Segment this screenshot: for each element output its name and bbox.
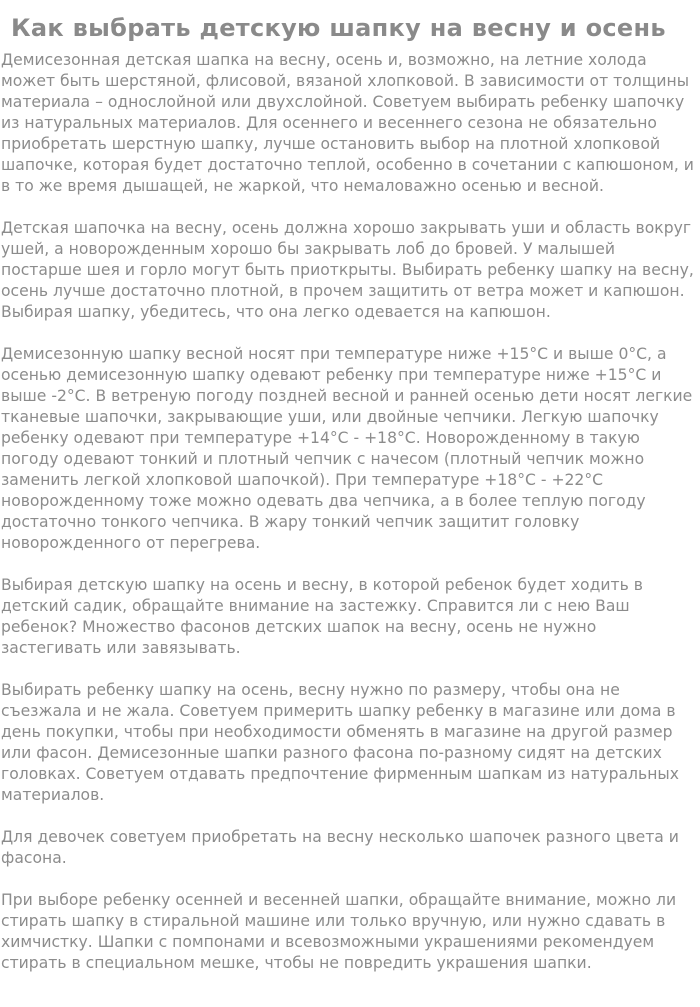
article-paragraph: При выборе ребенку осенней и весенней шапки, обращайте внимание, можно ли стирать шапку в стиральной машине или только вручную, или нужно сдавать в химчистку. Шапки с помпонами и всевозможными украшениями рекомендуем стирать в специальном мешке, чтобы не повредить украшения шапки. <box>1 891 677 972</box>
article-title: Как выбрать детскую шапку на весну и осень <box>11 14 666 42</box>
article-paragraph: Для девочек советуем приобретать на весну несколько шапочек разного цвета и фасона. <box>1 828 679 867</box>
article-paragraph: Демисезонную шапку весной носят при температуре ниже +15°C и выше 0°C, а осенью демисезонную шапку одевают ребенку при температуре ниже +15°C и выше -2°C. В ветреную погоду поздней весной и ранней осенью дети носят легкие тканевые шапочки, закрывающие уши, или двойные чепчики. Легкую шапочку ребенку одевают при температуре +14°C - +18°C. Новорожденному в такую погоду одевают тонкий и плотный чепчик с начесом (плотный чепчик можно заменить легкой хлопковой шапочкой). При температуре +18°C - +22°C новорожденному тоже можно одевать два чепчика, а в более теплую погоду достаточно тонкого чепчика. В жару тонкий чепчик защитит головку новорожденного от перегрева. <box>1 345 693 552</box>
article-paragraph: Выбирая детскую шапку на осень и весну, в которой ребенок будет ходить в детский садик, обращайте внимание на застежку. Справится ли с нею Ваш ребенок? Множество фасонов детских шапок на весну, осень не нужно застегивать или завязывать. <box>1 576 643 657</box>
article-paragraph: Выбирать ребенку шапку на осень, весну нужно по размеру, чтобы она не съезжала и не жала. Советуем примерить шапку ребенку в магазине или дома в день покупки, чтобы при необходимости обменять в магазине на другой размер или фасон. Демисезонные шапки разного фасона по-разному сидят на детских головках. Советуем отдавать предпочтение фирменным шапкам из натуральных материалов. <box>1 681 679 804</box>
article-paragraph: Демисезонная детская шапка на весну, осень и, возможно, на летние холода может быть шерстяной, флисовой, вязаной хлопковой. В зависимости от толщины материала – однослойной или двухслойной. Советуем выбирать ребенку шапочку из натуральных материалов. Для осеннего и весеннего сезона не обязательно приобретать шерстную шапку, лучше остановить выбор на плотной хлопковой шапочке, которая будет достаточно теплой, особенно в сочетании с капюшоном, и в то же время дышащей, не жаркой, что немаловажно осенью и весной. <box>1 51 694 195</box>
article-body <box>1 50 696 974</box>
article-paragraph: Детская шапочка на весну, осень должна хорошо закрывать уши и область вокруг ушей, а новорожденным хорошо бы закрывать лоб до бровей. У малышей постарше шея и горло могут быть приоткрыты. Выбирать ребенку шапку на весну, осень лучше достаточно плотной, в прочем защитить от ветра может и капюшон. Выбирая шапку, убедитесь, что она легко одевается на капюшон. <box>1 219 694 321</box>
